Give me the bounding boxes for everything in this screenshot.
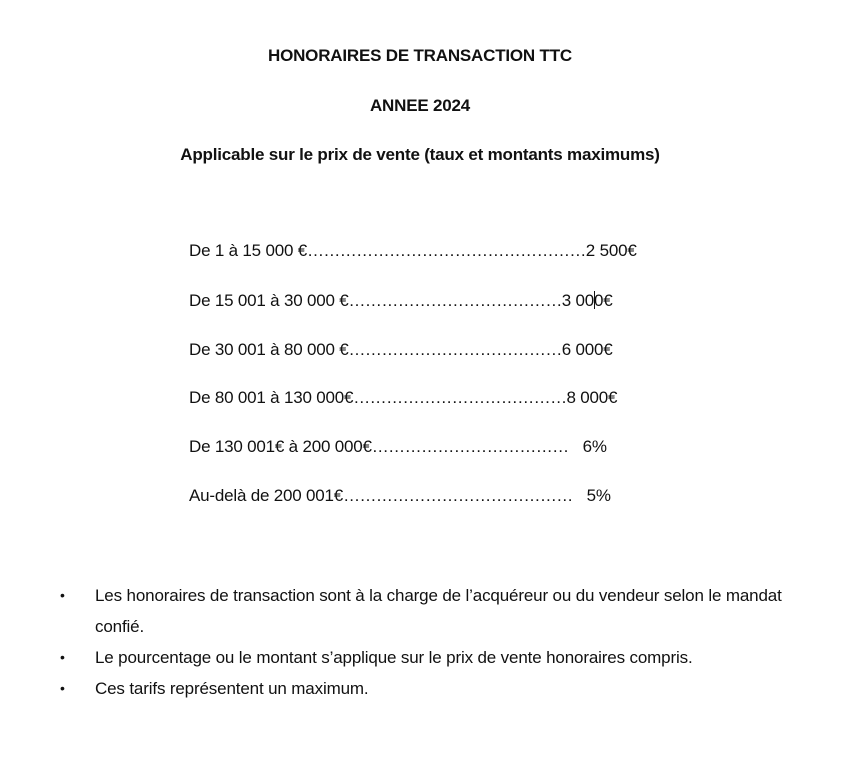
fee-amount-part: 3 00	[561, 291, 595, 310]
fee-range: Au-delà de 200 001€	[189, 486, 344, 505]
note-text: Le pourcentage ou le montant s’applique sur le prix de vente honoraires compris.	[95, 648, 693, 667]
document-subtitle: Applicable sur le prix de vente (taux et montants maximums)	[180, 145, 660, 164]
fee-leader-dots: …………………………………	[348, 291, 562, 310]
fee-leader-dots: ………………………………	[371, 437, 569, 456]
notes-list	[60, 580, 830, 704]
fee-row-2	[189, 291, 613, 313]
list-item	[60, 580, 830, 642]
fee-percentage: 5%	[586, 486, 611, 505]
fee-range: De 80 001 à 130 000€	[189, 388, 354, 407]
document-title: HONORAIRES DE TRANSACTION TTC	[268, 46, 572, 65]
fee-row-3	[189, 340, 613, 362]
document-year: ANNEE 2024	[369, 96, 471, 115]
fee-row-6	[189, 486, 611, 508]
fee-amount: 6 000€	[561, 340, 613, 359]
fee-row-1	[189, 241, 637, 263]
fee-amount: 8 000€	[566, 388, 618, 407]
fee-range: De 1 à 15 000 €	[189, 241, 307, 260]
list-item	[60, 642, 830, 673]
fee-leader-dots: …………………………………	[348, 340, 562, 359]
fee-row-5	[189, 437, 607, 459]
fee-range: De 130 001€ à 200 000€	[189, 437, 372, 456]
fee-range: De 30 001 à 80 000 €	[189, 340, 349, 359]
list-item	[60, 673, 830, 704]
bullet-icon: •	[60, 649, 65, 665]
note-text: Ces tarifs représentent un maximum.	[95, 679, 369, 698]
fee-leader-dots: ……………………………………	[343, 486, 573, 505]
note-text: Les honoraires de transaction sont à la charge de l’acquéreur ou du vendeur selon le mandat confié.	[95, 586, 782, 636]
fee-amount: 2 500€	[585, 241, 637, 260]
fee-leader-dots: …………………………………	[353, 388, 567, 407]
fee-amount-part: 0€	[594, 291, 613, 310]
bullet-icon: •	[60, 587, 65, 603]
fee-range: De 15 001 à 30 000 €	[189, 291, 349, 310]
fee-amount	[562, 291, 613, 311]
bullet-icon: •	[60, 680, 65, 696]
fee-percentage: 6%	[582, 437, 607, 456]
fee-leader-dots: ……………………………………………	[306, 241, 586, 260]
fee-row-4	[189, 388, 617, 410]
